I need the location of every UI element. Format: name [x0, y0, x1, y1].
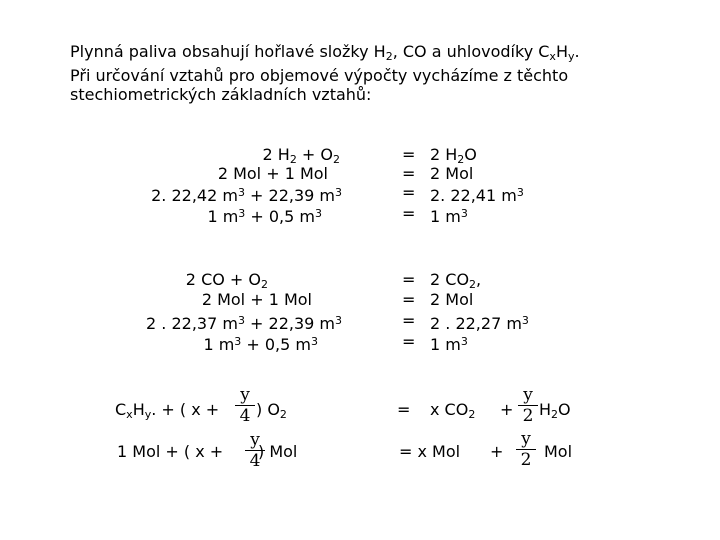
- hc-row1-plus: +: [500, 400, 514, 419]
- h2-right-line-4: 1 $m^3$: [430, 207, 468, 226]
- h2-equals-1: =: [402, 145, 416, 164]
- h2-equals-2: =: [402, 164, 416, 183]
- h2-left-line-4: 1 $m^3 + 0,5$ $m^3$: [207, 207, 322, 226]
- h2-left-line-1: 2 $H_2 + O_2$: [262, 145, 340, 166]
- hc-row2-left: 1 Mol + ( x +: [117, 442, 224, 461]
- intro-line-1: Plynná paliva obsahují hořlavé složky $H_2$, CO a uhlovodíky $C_xH_y$.: [70, 42, 580, 63]
- co-equals-4: =: [402, 332, 416, 351]
- co-right-line-4: 1 $m^3$: [430, 335, 468, 354]
- hc-row1-fraction-left: y 4: [235, 386, 255, 425]
- co-left-line-3: 2 . 22,37 $m^3 + 22,39$ $m^3$: [146, 314, 342, 333]
- co-equals-3: =: [402, 311, 416, 330]
- co-right-line-3: 2 . 22,27 $m^3$: [430, 314, 529, 333]
- h2-right-line-1: 2 $H_2O$: [430, 145, 477, 166]
- hc-row2-end: Mol: [544, 442, 573, 461]
- co-right-line-2: 2 Mol: [430, 290, 474, 309]
- co-equals-2: =: [402, 290, 416, 309]
- intro-line-3: stechiometrických základních vztahů:: [70, 85, 372, 104]
- co-left-line-4: 1 $m^3 + 0,5$ $m^3$: [203, 335, 318, 354]
- co-left-line-2: 2 Mol + 1 Mol: [201, 290, 312, 309]
- hc-row2-fraction-right: y 2: [516, 430, 536, 469]
- co-equals-1: =: [402, 270, 416, 289]
- h2-equals-4: =: [402, 204, 416, 223]
- co-left-line-1: 2 CO + $O_2$: [185, 270, 268, 291]
- intro-line-2: Při určování vztahů pro objemové výpočty vycházíme z těchto: [70, 66, 569, 85]
- hc-row1-equals: =: [397, 400, 411, 419]
- hc-row2-fraction-left: y 4: [245, 431, 265, 470]
- hc-row1-left: $C_xH_y$. + ( x +: [115, 400, 220, 421]
- hc-row1-fraction-right: y 2: [518, 386, 538, 425]
- h2-right-line-2: 2 Mol: [430, 164, 474, 183]
- hc-row1-after: ) $O_2$: [256, 400, 287, 421]
- intro-paragraph: [70, 42, 670, 104]
- hc-row2-after: ) Mol: [258, 442, 298, 461]
- h2-left-line-2: 2 Mol + 1 Mol: [217, 164, 328, 183]
- h2-left-line-3: 2. 22,42 $m^3 + 22,39$ $m^3$: [151, 186, 342, 205]
- hc-row1-water: $H_2O$: [539, 400, 571, 421]
- hc-row2-equals: = x Mol: [399, 442, 461, 461]
- hc-row1-rhs: x $CO_2$: [430, 400, 476, 421]
- hc-row2-plus: +: [490, 442, 504, 461]
- h2-right-line-3: 2. 22,41 $m^3$: [430, 186, 524, 205]
- h2-equals-3: =: [402, 183, 416, 202]
- co-right-line-1: 2 $CO_2$,: [430, 270, 482, 291]
